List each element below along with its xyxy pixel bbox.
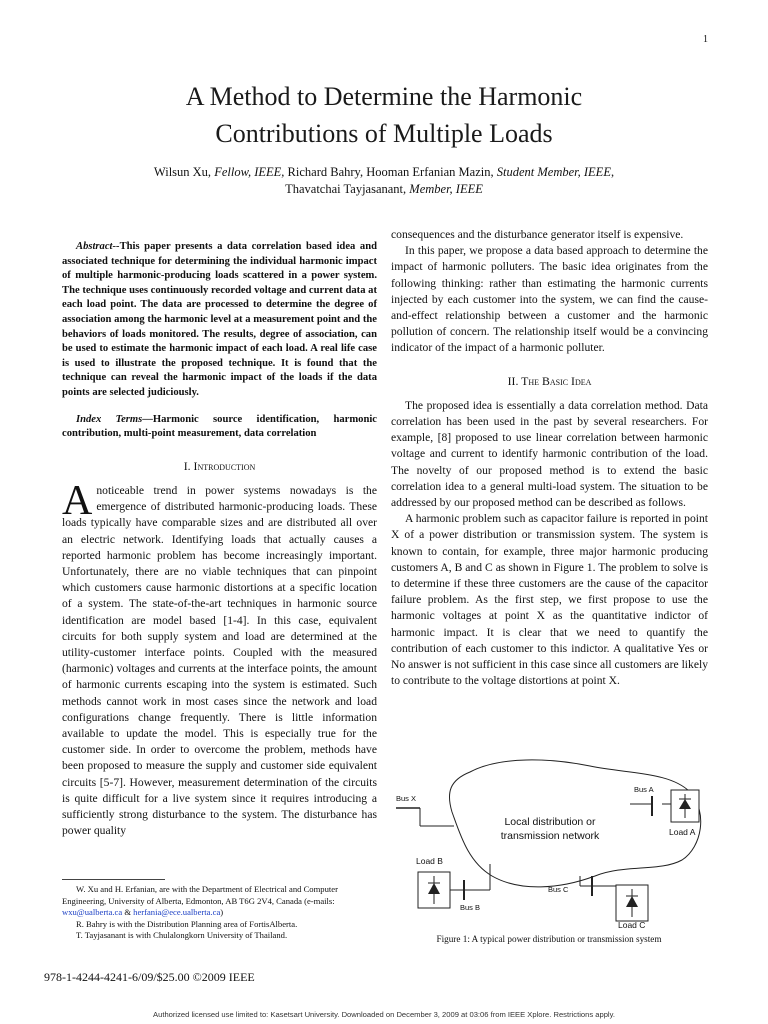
drop-cap: A: [62, 477, 93, 524]
bus-b-label: Bus B: [460, 903, 481, 912]
title-line-1: A Method to Determine the Harmonic: [185, 82, 583, 111]
index-terms: [62, 413, 377, 442]
abstract: [62, 240, 377, 401]
load-c-label: Load C: [618, 920, 646, 930]
load-a-label: Load A: [669, 827, 696, 837]
section-heading-basic-idea: II. The Basic Idea: [507, 373, 592, 388]
intro-paragraph: [62, 477, 377, 839]
network-label-2: transmission network: [500, 830, 600, 842]
isbn-line: 978-1-4244-4241-6/09/$25.00 ©2009 IEEE: [44, 970, 255, 984]
footnote-divider: [62, 879, 165, 880]
abstract-label: Abstract--: [76, 241, 120, 252]
body-paragraph: In this paper, we propose a data based approach to determine the impact of harmonic polluters. The basic idea originates from the following thinking: rather than estimating the harmonic currents injected by each customer into the system, we can find the cause-and-effect relationship between a customer and the harmonic pollution of concern. The relationship itself would be a convincing indicator of the impact of a harmonic polluter.: [391, 244, 708, 355]
intro-text: noticeable trend in power systems nowadays is the emergence of distributed harmonic-producing loads. These loads typically have comparable sizes and are distributed all over an electric network. Identifying loads that actually causes a reported harmonic problem has become increasingly important. Unfortunately, there are no viable techniques that can pinpoint which customers cause harmonic distortions at a specific location of a system. The state-of-the-art techniques in harmonic source identification are model based [1-4]. In this case, equivalent circuits for both supply system and load are determined at the utility-customer interface points. Coupled with the measured (harmonic) voltages and currents at the interface points, the amount of harmonic currents escaping into the system is estimated. Such methods cannot work in most cases since the network and load configurations change frequently. There is little information available to update the model. This is especially true for the customer side. In order to overcome the problem, methods have been proposed to measure the supply and customer side equivalent circuits [5-7]. However, measurement determination of the circuits is quite difficult for a live system since it requires introducing a sufficiently strong disturbance to the system. The disturbance has power quality: [62, 483, 377, 838]
footnote-text: W. Xu and H. Erfanian, are with the Department of Electrical and Computer Engineering, University of Alberta, Edmonton, AB T6G 2V4, Canada (e-mails:: [62, 884, 338, 906]
bus-c-label: Bus C: [548, 885, 569, 894]
abstract-text: This paper presents a data correlation based idea and associated technique for determining the individual harmonic impact of multiple harmonic-producing loads scattered in a power system. The technique uses continuously recorded voltage and current data at each load point. The data are processed to determine the degree of association among the harmonic level at a measurement point and the behaviors of loads monitored. The results, degree of association, can be used to estimate the harmonic impact of each load. A real life case is used to illustrate the proposed technique. It is found that the technique can reveal the harmonic impact of the loads if the data points are selected judiciously.: [62, 241, 377, 398]
index-terms-label: Index Terms: [76, 413, 143, 425]
footnote-1: [62, 884, 382, 919]
author-role: Student Member, IEEE: [496, 165, 611, 179]
email-link[interactable]: herfania@ece.ualberta.ca: [133, 907, 221, 918]
bus-x-label: Bus X: [396, 794, 417, 803]
footnotes: [62, 884, 382, 942]
author-role: Fellow, IEEE,: [214, 165, 285, 179]
right-column: [391, 227, 708, 689]
author-name: Thavatchai Tayjasanant,: [285, 182, 410, 196]
load-b-label: Load B: [416, 856, 443, 866]
footnote-text: &: [122, 907, 134, 918]
left-column: [62, 240, 377, 839]
title-line-2: Contributions of Multiple Loads: [215, 119, 553, 148]
license-footer: Authorized licensed use limited to: Kasetsart University. Downloaded on December 3, 2009 at 03:06 from IEEE Xplore. Restrictions apply.: [153, 1010, 615, 1019]
author-role: Member, IEEE: [409, 182, 483, 196]
index-terms-text: —Harmonic source identification, harmonic contribution, multi-point measurement, data correlation: [62, 413, 377, 440]
figure-caption: Figure 1: A typical power distribution or transmission system: [436, 934, 662, 944]
paper-title: [0, 78, 768, 152]
footnote-text: ): [220, 907, 224, 918]
author-name: Wilsun Xu,: [153, 165, 215, 179]
email-link[interactable]: wxu@ualberta.ca: [62, 907, 123, 918]
bus-a-label: Bus A: [634, 785, 654, 794]
page-number: 1: [703, 34, 708, 45]
body-paragraph: A harmonic problem such as capacitor failure is reported in point X of a power distribution or transmission system. The system is known to contain, for example, three major harmonic producing customers A, B and C as shown in Figure 1. The problem to solve is to determine if these three customers are the cause of the capacitor failure problem. As the first step, we first propose to use the harmonic voltages at point X as the quantitative indictor of harmonic impact. It is clear that we need to quantify the contribution of each customer to this indictor. A qualitative Yes or No answer is not sufficient in this case since all customers are likely to contribute to the voltage distortions at point X.: [391, 512, 708, 688]
continued-paragraph: consequences and the disturbance generator itself is expensive.: [391, 228, 684, 241]
section-heading-introduction: I. Introduction: [183, 458, 256, 473]
author-list: [70, 164, 698, 198]
author-name: Richard Bahry, Hooman Erfanian Mazin,: [284, 165, 497, 179]
figure-1-diagram: [390, 752, 720, 934]
network-label-1: Local distribution or: [504, 816, 596, 828]
footnote-3: T. Tayjasanant is with Chulalongkorn University of Thailand.: [76, 930, 288, 941]
author-sep: ,: [610, 165, 615, 179]
body-paragraph: The proposed idea is essentially a data correlation method. Data correlation has been used in the past by several researchers. For example, [8] proposed to use linear correlation between harmonic voltage and current to identify harmonic contribution of the load. The novelty of our proposed method is to extend the basic correlation idea to a general multi-load system. The situation to be addressed by our proposed method can be described as follows.: [391, 398, 708, 510]
footnote-2: R. Bahry is with the Distribution Planning area of FortisAlberta.: [76, 918, 298, 929]
